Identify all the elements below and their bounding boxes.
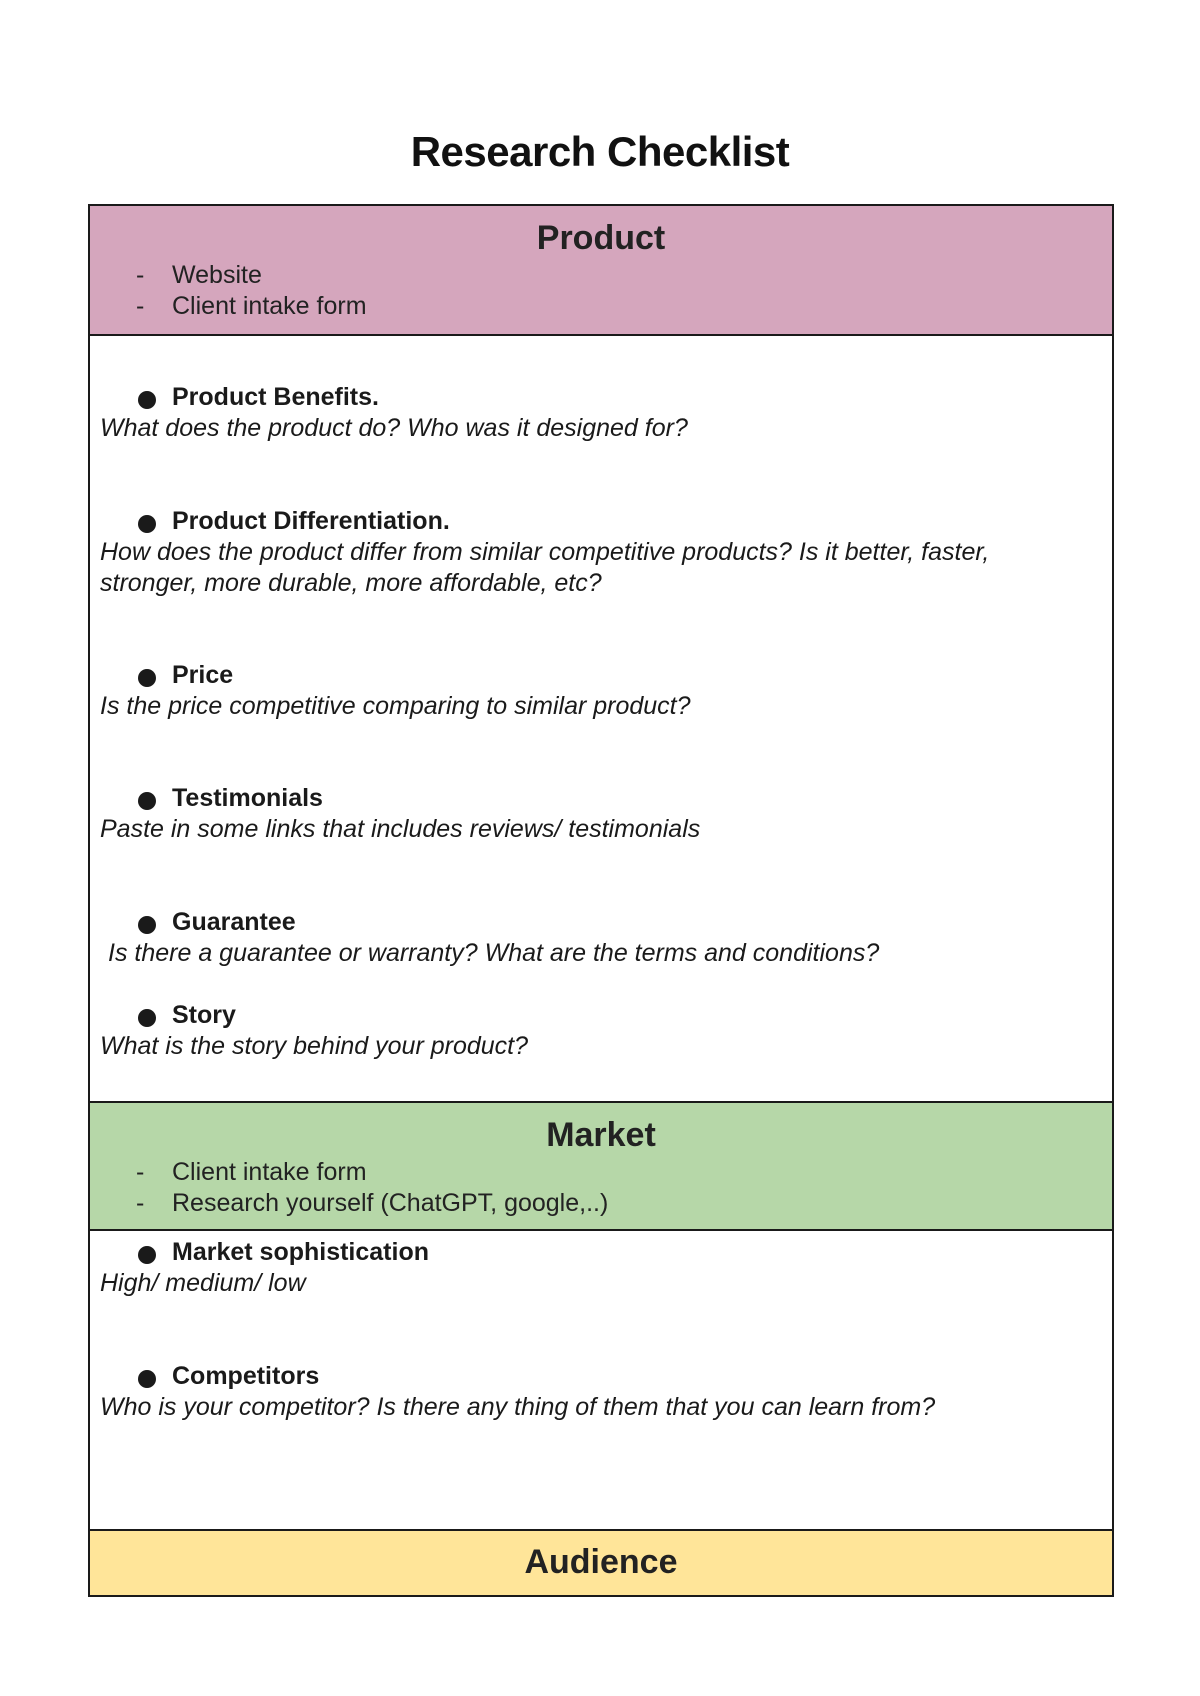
source-item bbox=[90, 1188, 1112, 1219]
checklist-item-price bbox=[90, 660, 1112, 722]
page-title: Research Checklist bbox=[410, 128, 790, 175]
item-title: Testimonials bbox=[172, 784, 323, 812]
item-title: Market sophistication bbox=[172, 1238, 429, 1266]
source-item bbox=[90, 1157, 1112, 1188]
item-title: Competitors bbox=[172, 1362, 320, 1390]
checklist-item-testimonials bbox=[90, 783, 1112, 845]
item-description: Paste in some links that includes reviews/ testimonials bbox=[100, 815, 701, 843]
item-description: Who is your competitor? Is there any thing of them that you can learn from? bbox=[100, 1393, 936, 1421]
bullet-icon bbox=[138, 1246, 156, 1264]
bullet-icon bbox=[138, 669, 156, 687]
item-description: Is the price competitive comparing to similar product? bbox=[100, 692, 691, 720]
item-title: Price bbox=[172, 661, 234, 689]
bullet-icon bbox=[138, 391, 156, 409]
dash-icon: - bbox=[136, 1158, 145, 1186]
audience-section-title: Audience bbox=[524, 1543, 678, 1581]
source-item bbox=[90, 291, 1112, 322]
audience-section-header bbox=[90, 1531, 1112, 1595]
product-section-body bbox=[90, 336, 1112, 1103]
product-section-title: Product bbox=[536, 219, 666, 257]
checklist-item-market-sophistication bbox=[90, 1237, 1112, 1299]
item-description: What does the product do? Who was it designed for? bbox=[100, 414, 688, 442]
dash-icon: - bbox=[136, 292, 145, 320]
item-description: What is the story behind your product? bbox=[100, 1032, 529, 1060]
item-title: Story bbox=[172, 1001, 236, 1029]
market-source-list bbox=[90, 1157, 1112, 1219]
item-description: How does the product differ from similar competitive products? Is it better, faster, stronger, more durable, more affordable, etc? bbox=[100, 538, 990, 597]
bullet-icon bbox=[138, 1009, 156, 1027]
checklist-item-story bbox=[90, 1000, 1112, 1062]
product-section-header bbox=[90, 206, 1112, 336]
source-label: Client intake form bbox=[172, 1158, 367, 1186]
dash-icon: - bbox=[136, 1189, 145, 1217]
source-label: Client intake form bbox=[172, 292, 367, 320]
checklist-table bbox=[88, 204, 1114, 1597]
item-description: Is there a guarantee or warranty? What are the terms and conditions? bbox=[108, 939, 880, 967]
product-source-list bbox=[90, 260, 1112, 322]
checklist-item-guarantee bbox=[90, 907, 1112, 969]
market-section-header bbox=[90, 1103, 1112, 1231]
checklist-item-product-benefits bbox=[90, 382, 1112, 444]
checklist-item-competitors bbox=[90, 1361, 1112, 1423]
bullet-icon bbox=[138, 792, 156, 810]
source-label: Website bbox=[172, 261, 262, 289]
dash-icon: - bbox=[136, 261, 145, 289]
item-description: High/ medium/ low bbox=[100, 1269, 306, 1297]
item-title: Product Benefits. bbox=[172, 383, 379, 411]
bullet-icon bbox=[138, 1370, 156, 1388]
source-item bbox=[90, 260, 1112, 291]
item-title: Guarantee bbox=[172, 908, 296, 936]
bullet-icon bbox=[138, 916, 156, 934]
checklist-item-product-differentiation bbox=[90, 506, 1112, 599]
source-label: Research yourself (ChatGPT, google,..) bbox=[172, 1189, 609, 1217]
bullet-icon bbox=[138, 515, 156, 533]
market-section-body bbox=[90, 1231, 1112, 1531]
item-title: Product Differentiation. bbox=[172, 507, 450, 535]
market-section-title: Market bbox=[546, 1116, 656, 1154]
